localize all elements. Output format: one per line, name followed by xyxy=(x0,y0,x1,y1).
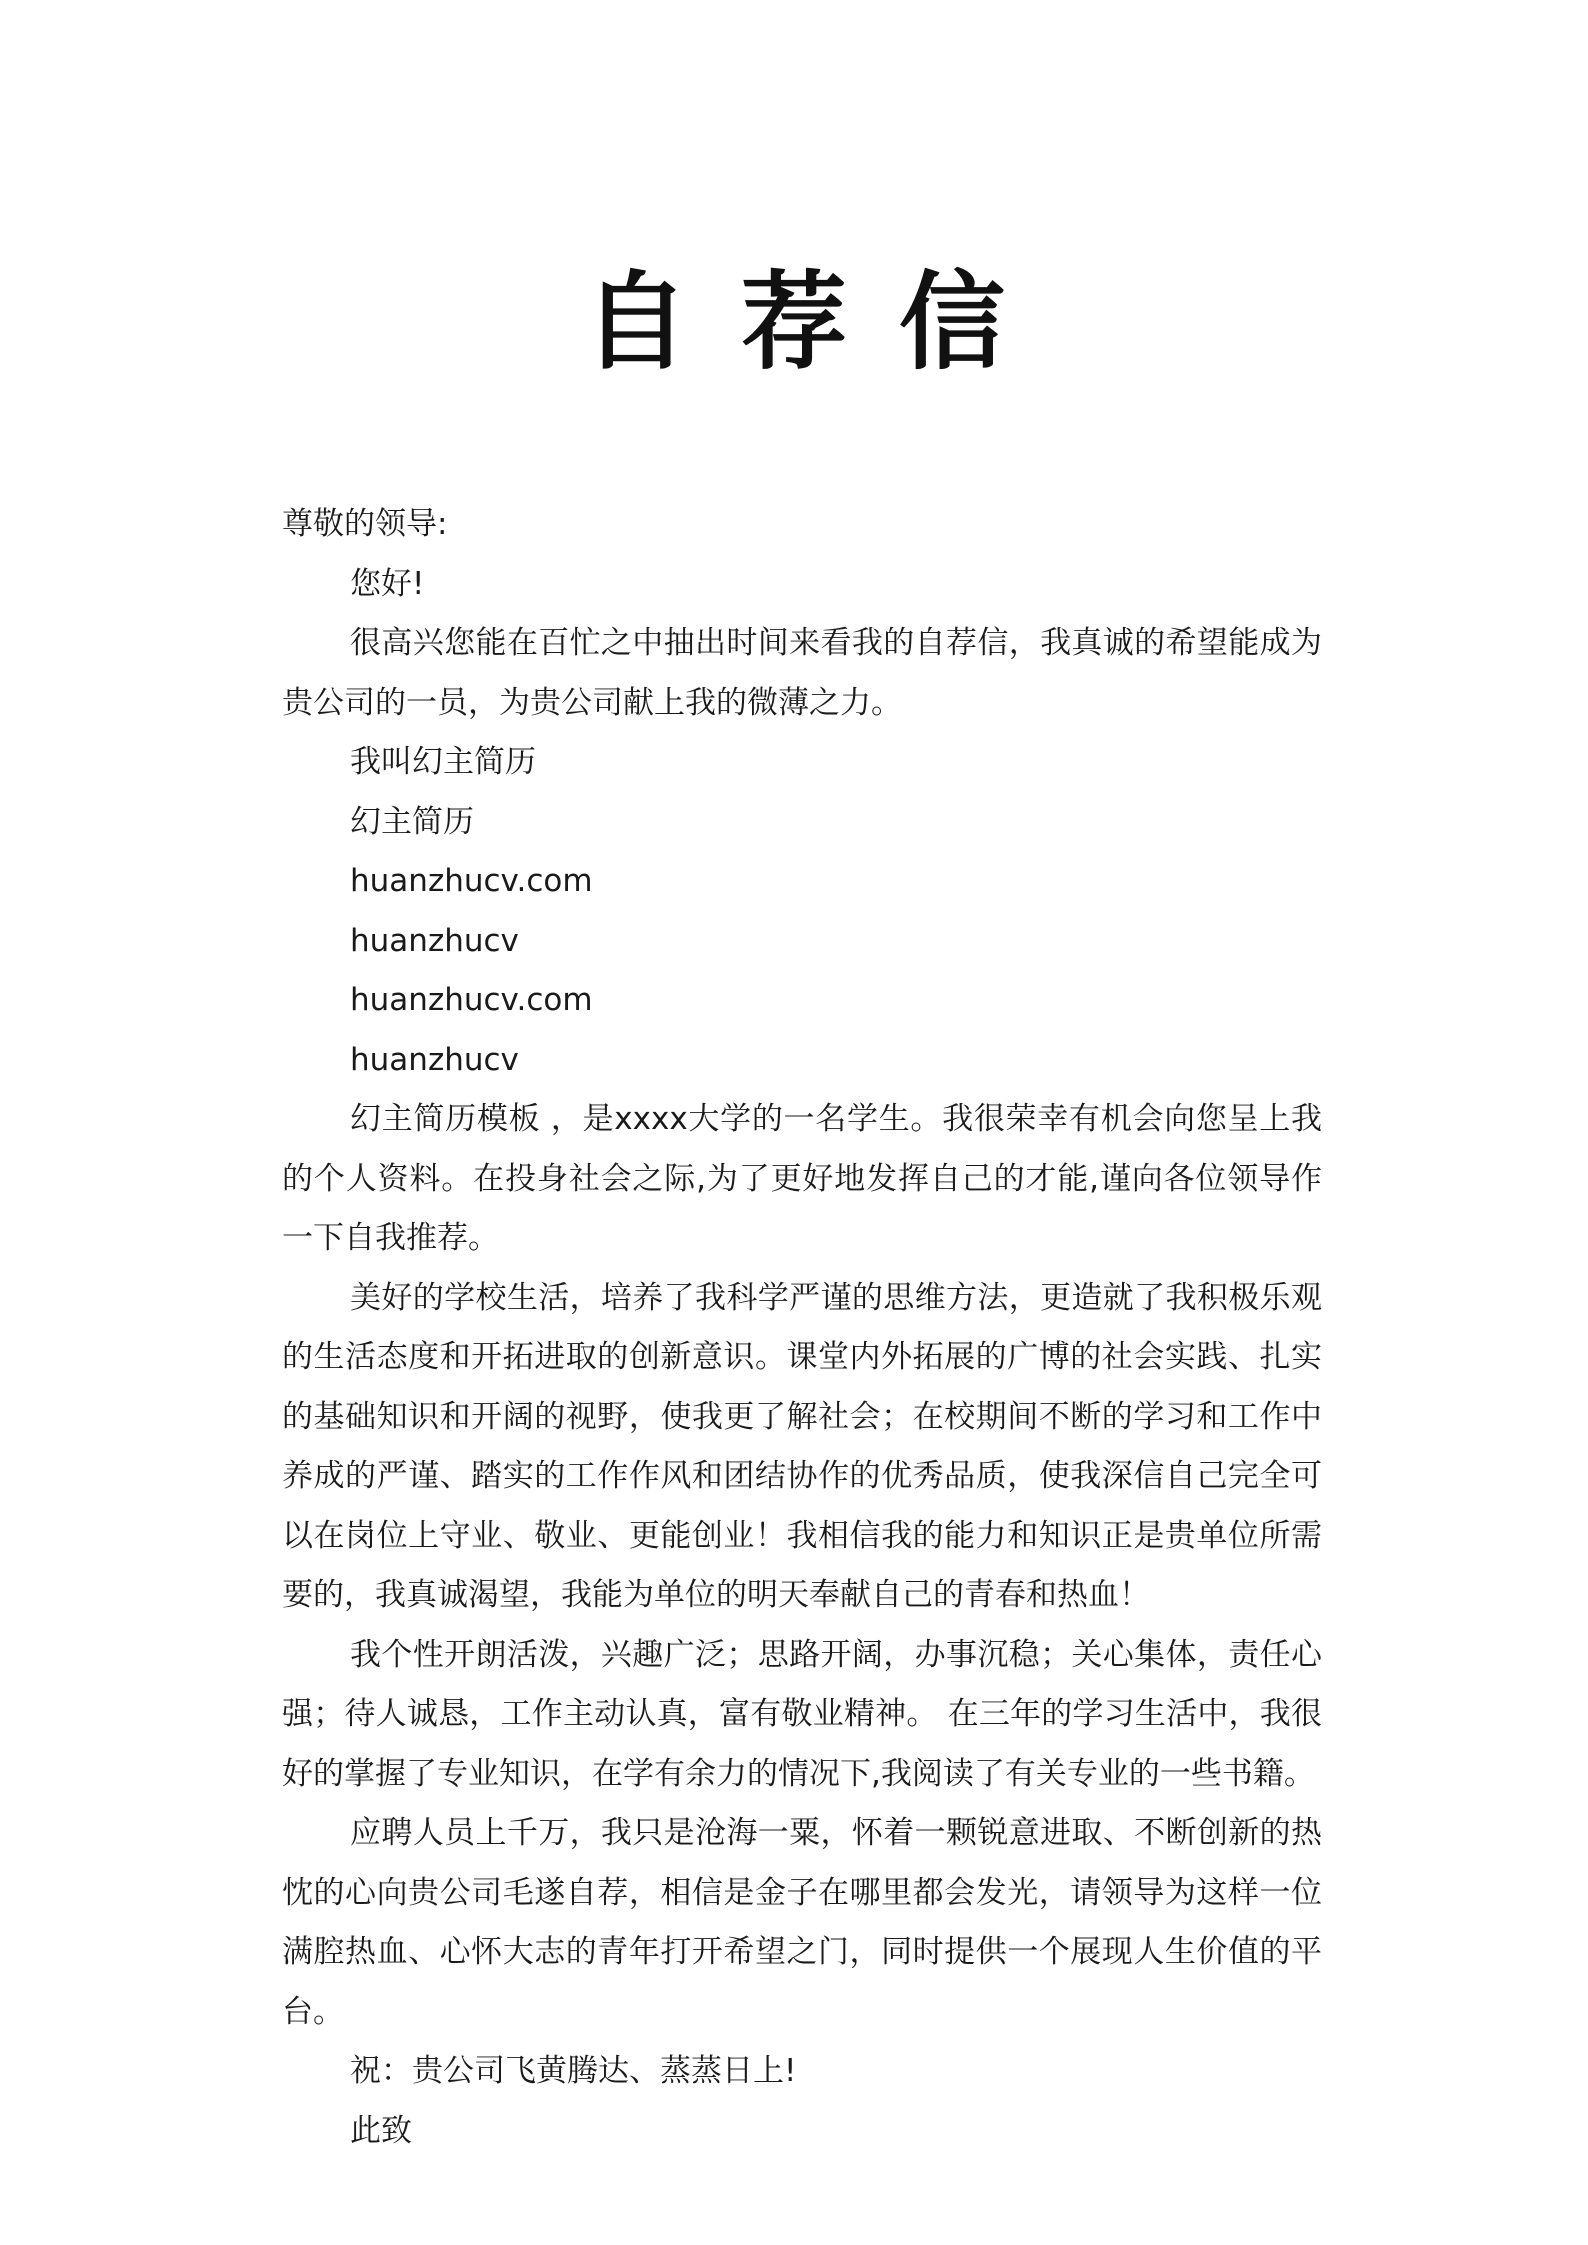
info-line: huanzhucv.com xyxy=(350,982,593,1018)
info-line: huanzhucv xyxy=(350,1041,519,1078)
info-line: huanzhucv xyxy=(350,922,519,959)
intro-paragraph: 很高兴您能在百忙之中抽出时间来看我的自荐信，我真诚的希望能成为贵公司的一员，为贵公司献上我的微薄之力。 xyxy=(282,625,1322,721)
info-line: huanzhucv.com xyxy=(350,863,593,899)
sign-off-line: 此致 xyxy=(350,2112,412,2149)
self-intro-paragraph: 幻主简历模板 ，是xxxx大学的一名学生。我很荣幸有机会向您呈上我的个人资料。在投身社会之际,为了更好地发挥自己的才能,谨向各位领导作一下自我推荐。 xyxy=(282,1101,1322,1256)
school-life-paragraph: 美好的学校生活，培养了我科学严谨的思维方法，更造就了我积极乐观的生活态度和开拓进取的创新意识。课堂内外拓展的广博的社会实践、扎实的基础知识和开阔的视野，使我更了解社会；在校期间不断的学习和工作中养成的严谨、踏实的工作作风和团结协作的优秀品质，使我深信自己完全可以在岗位上守业、敬业、更能创业！我相信我的能力和知识正是贵单位所需要的，我真诚渴望，我能为单位的明天奉献自己的青春和热血！ xyxy=(282,1279,1322,1613)
greeting: 您好! xyxy=(350,565,425,602)
closing-paragraph: 应聘人员上千万，我只是沧海一粟，怀着一颗锐意进取、不断创新的热忱的心向贵公司毛遂自荐，相信是金子在哪里都会发光，请领导为这样一位满腔热血、心怀大志的青年打开希望之门，同时提供一个展现人生价值的平台。 xyxy=(282,1815,1322,2030)
letter-body xyxy=(282,495,1322,2161)
page-title: 自荐信 xyxy=(583,261,1057,384)
salutation: 尊敬的领导: xyxy=(282,506,448,542)
wishes-line: 祝：贵公司飞黄腾达、蒸蒸日上! xyxy=(350,2053,797,2089)
name-line: 我叫幻主简历 xyxy=(350,744,536,780)
personality-paragraph: 我个性开朗活泼，兴趣广泛；思路开阔，办事沉稳；关心集体，责任心强；待人诚恳，工作主动认真，富有敬业精神。 在三年的学习生活中，我很好的掌握了专业知识，在学有余力的情况下,我阅读了有关专业的一些书籍。 xyxy=(282,1636,1322,1792)
info-line: 幻主简历 xyxy=(350,803,474,840)
